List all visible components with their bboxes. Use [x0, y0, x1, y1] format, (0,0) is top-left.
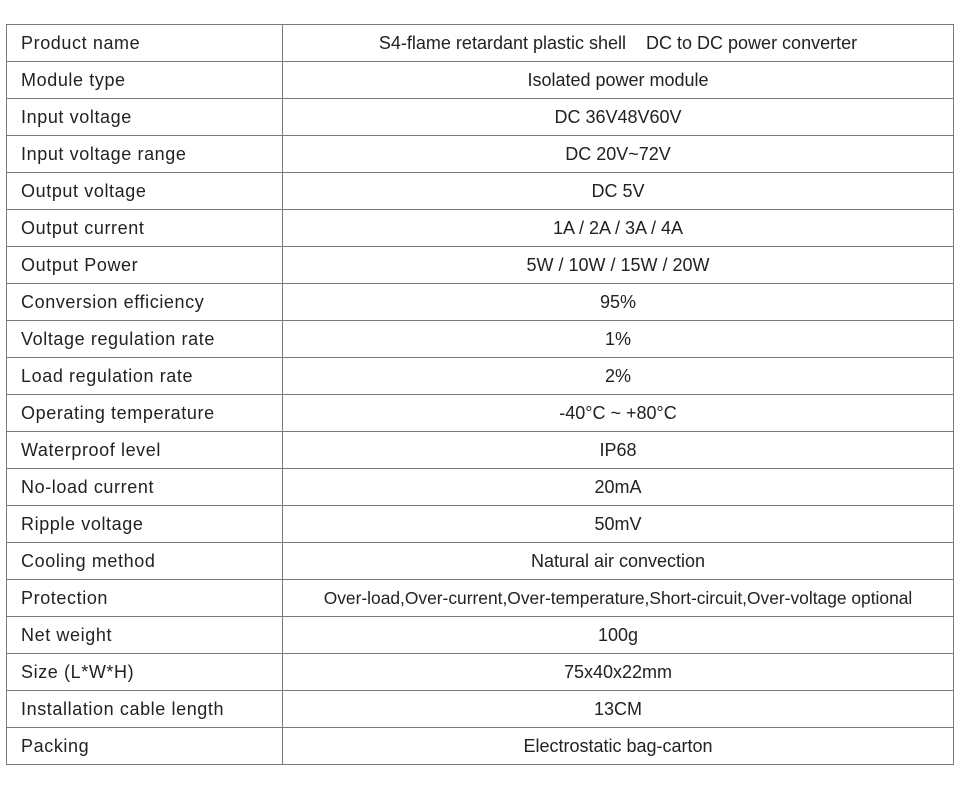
table-row — [7, 99, 954, 136]
spec-value-waterproof-level: IP68 — [283, 432, 954, 469]
spec-label-output-power: Output Power — [7, 247, 283, 284]
spec-label-output-current: Output current — [7, 210, 283, 247]
table-row — [7, 321, 954, 358]
spec-value-no-load-current: 20mA — [283, 469, 954, 506]
table-row — [7, 136, 954, 173]
table-row — [7, 62, 954, 99]
spec-label-protection: Protection — [7, 580, 283, 617]
table-row — [7, 358, 954, 395]
spec-value-cooling-method: Natural air convection — [283, 543, 954, 580]
spec-value-packing: Electrostatic bag-carton — [283, 728, 954, 765]
table-row — [7, 654, 954, 691]
spec-value-operating-temperature: -40°C ~ +80°C — [283, 395, 954, 432]
spec-label-voltage-regulation-rate: Voltage regulation rate — [7, 321, 283, 358]
table-row — [7, 580, 954, 617]
table-row — [7, 25, 954, 62]
table-row — [7, 173, 954, 210]
spec-value-output-current: 1A / 2A / 3A / 4A — [283, 210, 954, 247]
spec-label-waterproof-level: Waterproof level — [7, 432, 283, 469]
spec-value-net-weight: 100g — [283, 617, 954, 654]
spec-value-load-regulation-rate: 2% — [283, 358, 954, 395]
spec-label-ripple-voltage: Ripple voltage — [7, 506, 283, 543]
spec-label-installation-cable-length: Installation cable length — [7, 691, 283, 728]
table-row — [7, 543, 954, 580]
table-row — [7, 247, 954, 284]
specification-table-body — [7, 25, 954, 765]
spec-label-cooling-method: Cooling method — [7, 543, 283, 580]
table-row — [7, 691, 954, 728]
spec-value-input-voltage: DC 36V48V60V — [283, 99, 954, 136]
spec-label-module-type: Module type — [7, 62, 283, 99]
spec-value-product-name: S4-flame retardant plastic shell DC to DC power converter — [283, 25, 954, 62]
table-row — [7, 617, 954, 654]
spec-label-load-regulation-rate: Load regulation rate — [7, 358, 283, 395]
table-row — [7, 395, 954, 432]
table-row — [7, 284, 954, 321]
spec-value-voltage-regulation-rate: 1% — [283, 321, 954, 358]
spec-label-size: Size (L*W*H) — [7, 654, 283, 691]
spec-value-module-type: Isolated power module — [283, 62, 954, 99]
table-row — [7, 469, 954, 506]
table-row — [7, 432, 954, 469]
spec-label-no-load-current: No-load current — [7, 469, 283, 506]
spec-value-protection: Over-load,Over-current,Over-temperature,Short-circuit,Over-voltage optional — [283, 580, 954, 617]
spec-value-input-voltage-range: DC 20V~72V — [283, 136, 954, 173]
table-row — [7, 728, 954, 765]
spec-value-installation-cable-length: 13CM — [283, 691, 954, 728]
table-row — [7, 210, 954, 247]
specification-table — [6, 24, 954, 765]
spec-label-packing: Packing — [7, 728, 283, 765]
spec-label-conversion-efficiency: Conversion efficiency — [7, 284, 283, 321]
table-row — [7, 506, 954, 543]
spec-value-output-voltage: DC 5V — [283, 173, 954, 210]
spec-label-operating-temperature: Operating temperature — [7, 395, 283, 432]
spec-value-size: 75x40x22mm — [283, 654, 954, 691]
spec-value-ripple-voltage: 50mV — [283, 506, 954, 543]
spec-label-net-weight: Net weight — [7, 617, 283, 654]
spec-label-input-voltage-range: Input voltage range — [7, 136, 283, 173]
spec-label-input-voltage: Input voltage — [7, 99, 283, 136]
spec-value-output-power: 5W / 10W / 15W / 20W — [283, 247, 954, 284]
spec-value-conversion-efficiency: 95% — [283, 284, 954, 321]
spec-label-product-name: Product name — [7, 25, 283, 62]
spec-label-output-voltage: Output voltage — [7, 173, 283, 210]
